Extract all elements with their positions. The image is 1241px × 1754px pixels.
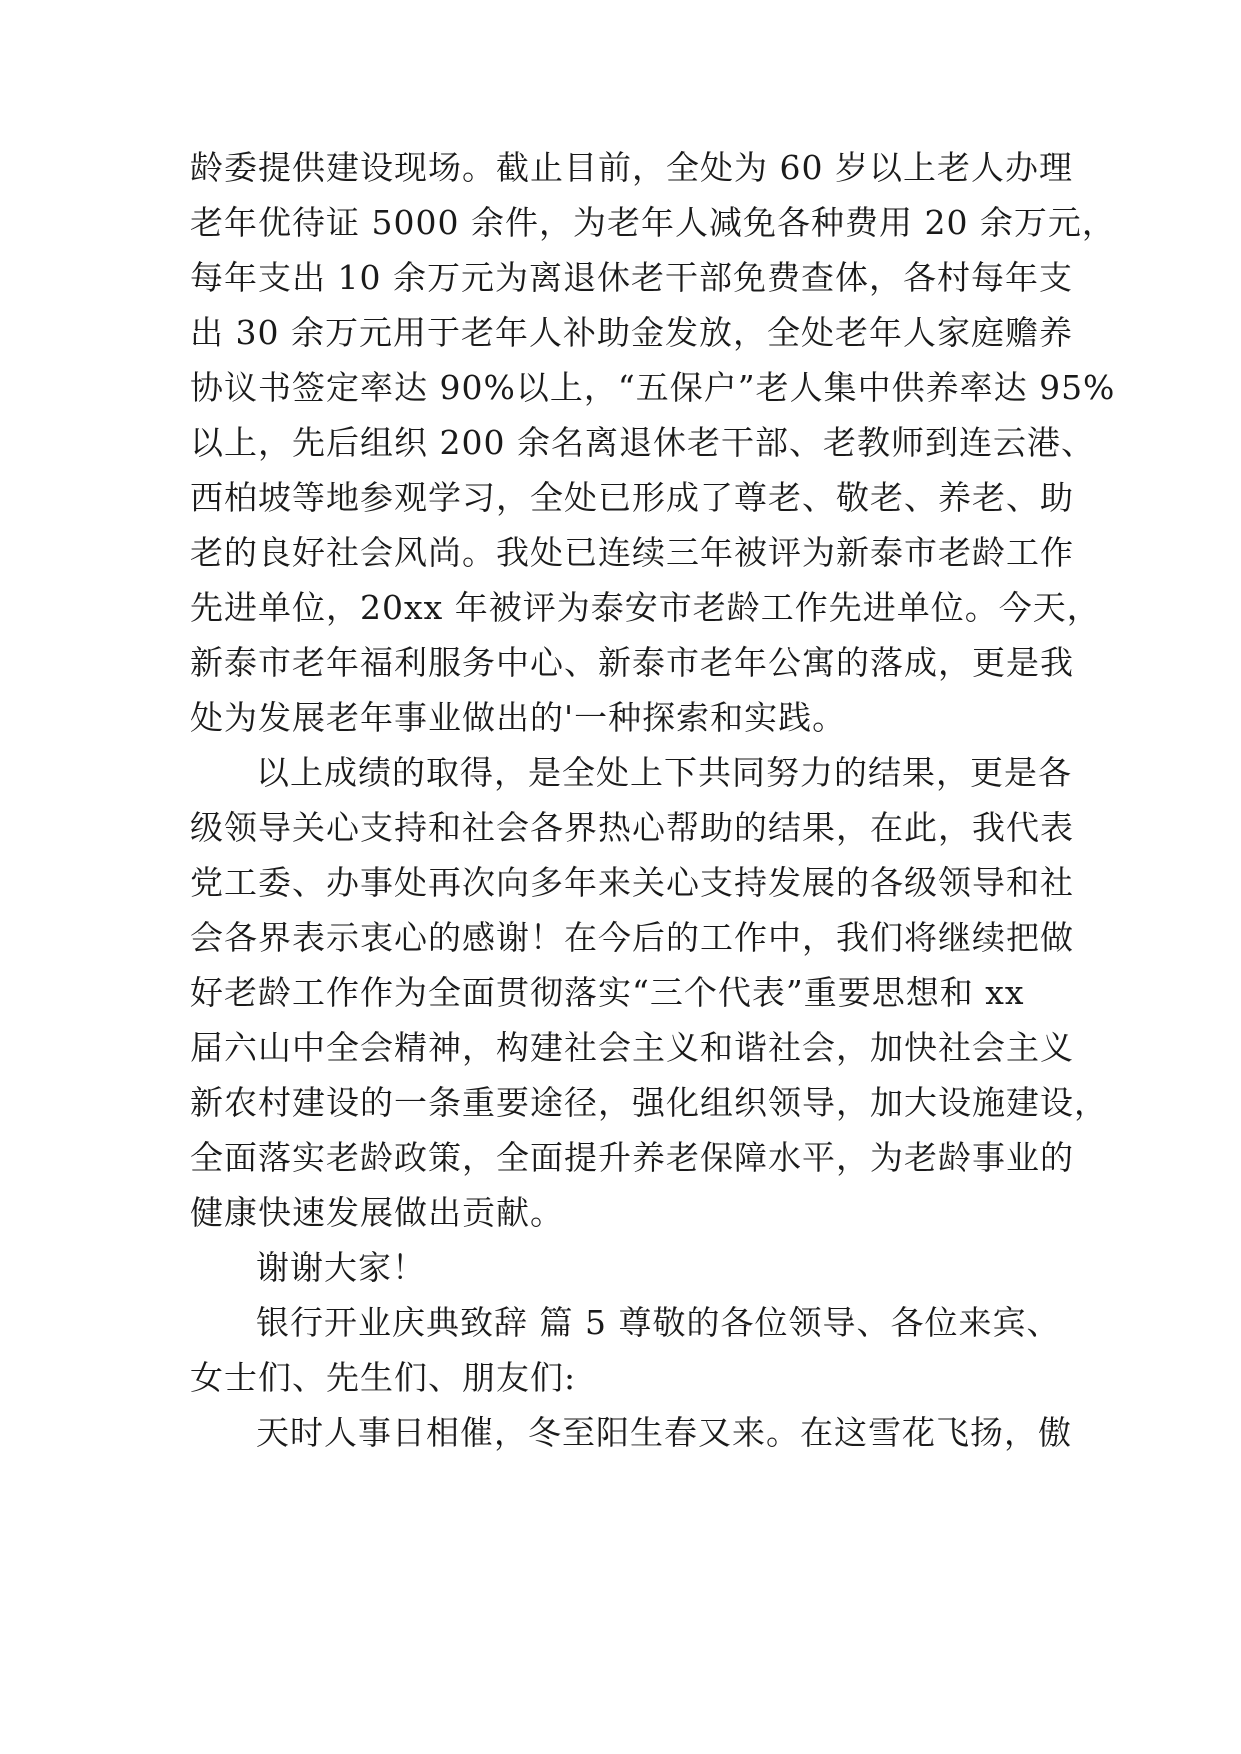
text-line: 龄委提供建设现场。截止目前，全处为 60 岁以上老人办理 (190, 148, 1073, 187)
text-line: 协议书签定率达 90%以上，“五保户”老人集中供养率达 95% (190, 368, 1116, 407)
text-line: 全面落实老龄政策，全面提升养老保障水平，为老龄事业的 (190, 1138, 1074, 1177)
text-line: 健康快速发展做出贡献。 (190, 1193, 564, 1232)
text-line: 老年优待证 5000 余件，为老年人减免各种费用 20 余万元， (190, 203, 1116, 242)
text-line: 会各界表示衷心的感谢！在今后的工作中，我们将继续把做 (190, 918, 1074, 957)
paragraph-start-line: 天时人事日相催，冬至阳生春又来。在这雪花飞扬，傲 (256, 1413, 1072, 1452)
text-line: 西柏坡等地参观学习，全处已形成了尊老、敬老、养老、助 (190, 478, 1074, 517)
text-line: 党工委、办事处再次向多年来关心支持发展的各级领导和社 (190, 863, 1074, 902)
text-line: 新农村建设的一条重要途径，强化组织领导，加大设施建设， (190, 1083, 1108, 1122)
text-line: 级领导关心支持和社会各界热心帮助的结果，在此，我代表 (190, 808, 1074, 847)
text-line: 出 30 余万元用于老年人补助金发放，全处老年人家庭赡养 (190, 313, 1073, 352)
text-line: 先进单位，20xx 年被评为泰安市老龄工作先进单位。今天， (190, 588, 1101, 627)
text-line: 每年支出 10 余万元为离退休老干部免费查体，各村每年支 (190, 258, 1073, 297)
text-line: 届六山中全会精神，构建社会主义和谐社会，加快社会主义 (190, 1028, 1074, 1067)
thanks-line: 谢谢大家！ (256, 1248, 426, 1287)
text-line: 以上，先后组织 200 余名离退休老干部、老教师到连云港、 (190, 423, 1095, 462)
section-heading-line: 银行开业庆典致辞 篇 5 尊敬的各位领导、各位来宾、 (256, 1303, 1061, 1342)
text-line: 老的良好社会风尚。我处已连续三年被评为新泰市老龄工作 (190, 533, 1074, 572)
text-line: 女士们、先生们、朋友们: (190, 1358, 577, 1397)
text-line: 好老龄工作作为全面贯彻落实“三个代表”重要思想和 xx (190, 973, 1025, 1012)
text-line: 新泰市老年福利服务中心、新泰市老年公寓的落成，更是我 (190, 643, 1074, 682)
paragraph-start-line: 以上成绩的取得，是全处上下共同努力的结果，更是各 (256, 753, 1072, 792)
text-line: 处为发展老年事业做出的'一种探索和实践。 (190, 698, 847, 737)
